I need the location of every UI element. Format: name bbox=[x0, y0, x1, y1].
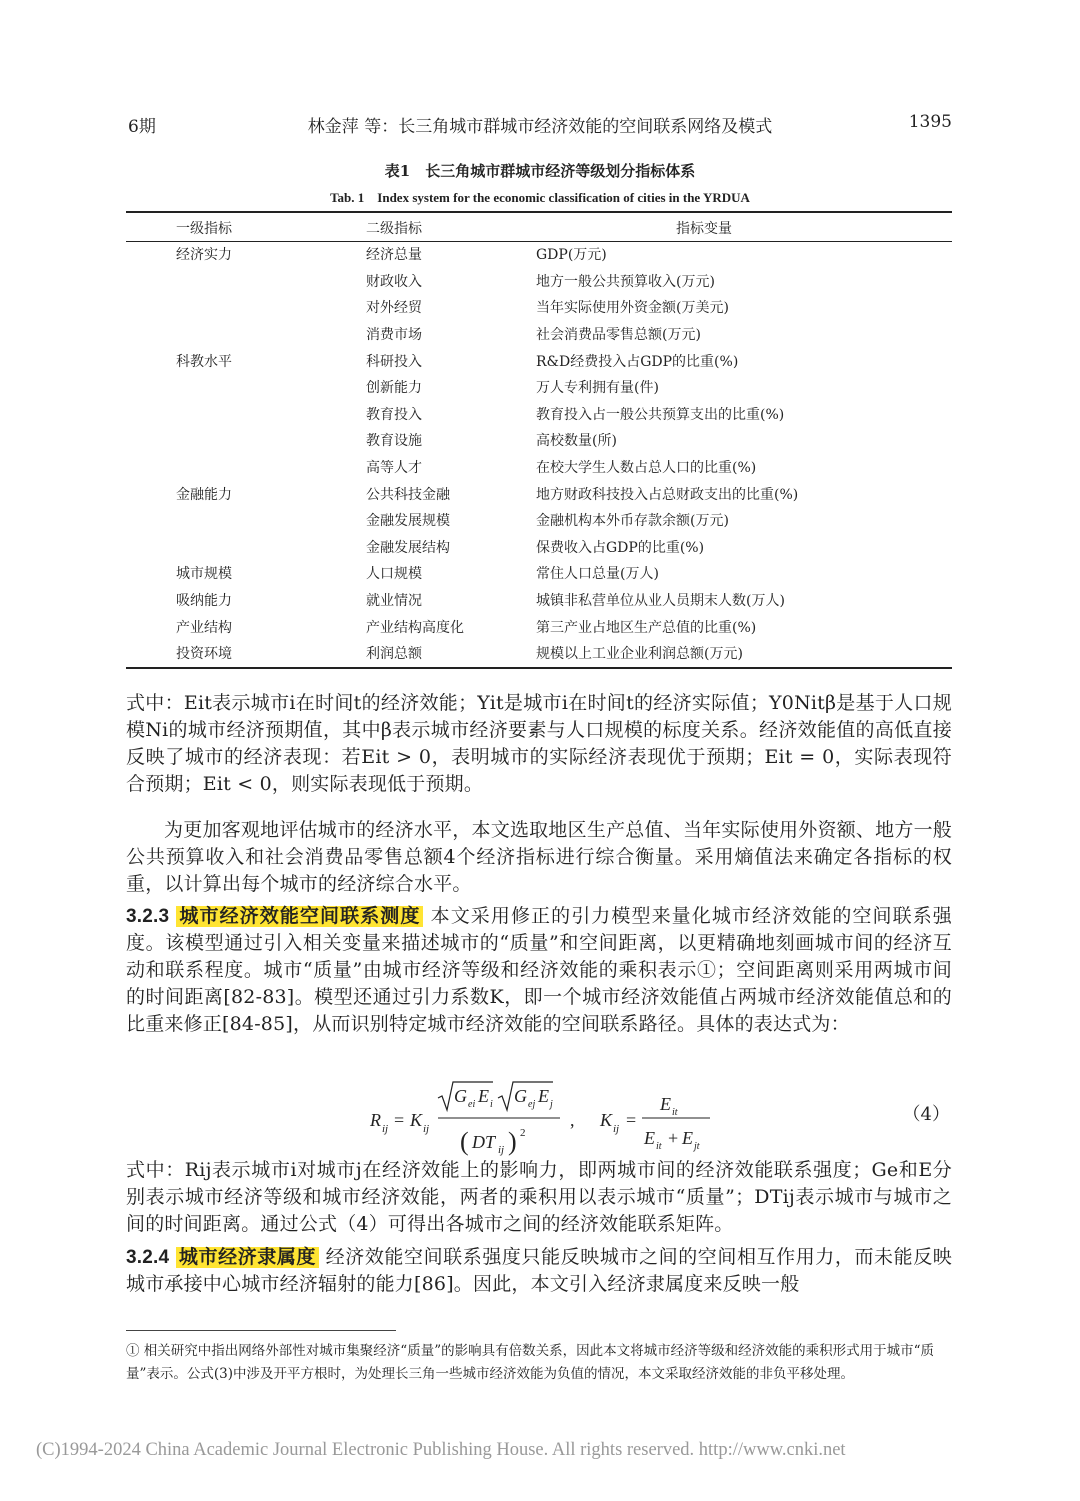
paragraph-text: 式中：Eit表示城市i在时间t的经济效能；Yit是城市i在时间t的经济实际值；Y0Nitβ是基于人口规模Ni的城市经济预期值，其中β表示城市经济要素与人口规模的标度关系。经济效能值的高低直接反映了城市的经济表现：若Eit > 0，表明城市的实际经济表现优于预期；Eit = 0，实际表现符合预期；Eit < 0，则实际表现低于预期。 bbox=[126, 692, 952, 795]
table-cell: R&D经费投入占GDP的比重(%) bbox=[536, 353, 739, 370]
table-body bbox=[126, 241, 952, 667]
svg-text:K: K bbox=[410, 1110, 423, 1130]
table-cell: 经济总量 bbox=[366, 247, 422, 264]
equation-number: （4） bbox=[902, 1104, 950, 1125]
table-cell: 教育投入占一般公共预算支出的比重(%) bbox=[536, 406, 785, 423]
table-row bbox=[126, 560, 952, 587]
copyright-notice: (C)1994-2024 China Academic Journal Electronic Publishing House. All rights reserved. http://www.cnki.net bbox=[36, 1440, 846, 1460]
svg-text:2: 2 bbox=[520, 1127, 526, 1139]
table-row bbox=[126, 640, 952, 667]
running-title: 林金萍 等：长三角城市群城市经济效能的空间联系网络及模式 bbox=[307, 117, 773, 137]
table-cell: 消费市场 bbox=[366, 327, 422, 344]
table-cell: 地方财政科技投入占总财政支出的比重(%) bbox=[536, 486, 799, 503]
table-cell: 高校数量(所) bbox=[536, 433, 617, 450]
svg-text:DT: DT bbox=[472, 1132, 496, 1152]
table-cell: 产业结构 bbox=[176, 619, 232, 636]
svg-text:E: E bbox=[644, 1128, 655, 1148]
table-row bbox=[126, 374, 952, 401]
table-row bbox=[126, 294, 952, 321]
table-row bbox=[126, 401, 952, 428]
table-row bbox=[126, 587, 952, 614]
table-cell: 金融发展规模 bbox=[366, 513, 450, 530]
column-header: 一级指标 bbox=[176, 221, 232, 237]
table-cell: 对外经贸 bbox=[366, 300, 422, 317]
table-cell: 金融机构本外币存款余额(万元) bbox=[536, 513, 729, 530]
section-number: 3.2.3 bbox=[126, 906, 170, 927]
table-cell: 常住人口总量(万人) bbox=[536, 566, 659, 583]
svg-text:=: = bbox=[626, 1110, 637, 1130]
table-cell bbox=[126, 507, 366, 534]
svg-text:ei: ei bbox=[468, 1099, 476, 1110]
table-cell bbox=[126, 454, 366, 481]
svg-text:R: R bbox=[370, 1110, 381, 1130]
svg-text:E: E bbox=[538, 1086, 549, 1106]
table-row bbox=[126, 268, 952, 295]
table-cell: 金融能力 bbox=[176, 486, 232, 503]
section-3-2-3 bbox=[126, 903, 952, 1038]
svg-text:it: it bbox=[672, 1107, 678, 1118]
table-bottom-rule bbox=[126, 667, 952, 669]
table-cell bbox=[126, 534, 366, 561]
table-cell: 就业情况 bbox=[366, 593, 422, 610]
section-3-2-4 bbox=[126, 1244, 952, 1298]
svg-text:jt: jt bbox=[694, 1141, 700, 1152]
footnote-rule bbox=[126, 1330, 396, 1331]
svg-text:E: E bbox=[478, 1086, 489, 1106]
table-cell: 规模以上工业企业利润总额(万元) bbox=[536, 646, 743, 663]
table-cell: 经济实力 bbox=[176, 247, 232, 264]
svg-text:,: , bbox=[570, 1110, 575, 1130]
table-row bbox=[126, 427, 952, 454]
table-cell: 人口规模 bbox=[366, 566, 422, 583]
svg-text:j: j bbox=[550, 1099, 553, 1110]
table-cell: 高等人才 bbox=[366, 460, 422, 477]
footnote: ① 相关研究中指出网络外部性对城市集聚经济“质量”的影响具有倍数关系，因此本文将城市经济等级和经济效能的乘积形式用于城市“质量”表示。公式(3)中涉及开平方根时，为处理长三角一些城市经济效能为负值的情况，本文采取经济效能的非负平移处理。 bbox=[126, 1343, 934, 1382]
table-cell: GDP(万元) bbox=[536, 247, 607, 264]
svg-text:(: ( bbox=[460, 1127, 469, 1156]
table-header-row bbox=[126, 215, 952, 241]
section-title: 城市经济效能空间联系测度 bbox=[176, 906, 423, 927]
svg-text:=: = bbox=[394, 1110, 405, 1130]
table-row bbox=[126, 613, 952, 640]
svg-text:ej: ej bbox=[528, 1099, 536, 1110]
table-cell: 教育投入 bbox=[366, 406, 422, 423]
column-header: 二级指标 bbox=[366, 221, 422, 237]
table-cell: 利润总额 bbox=[366, 646, 422, 663]
table-cell: 创新能力 bbox=[366, 380, 422, 397]
table-cell: 城镇非私营单位从业人员期末人数(万人) bbox=[536, 593, 785, 610]
column-header: 指标变量 bbox=[676, 221, 732, 237]
paragraph-variable-definitions bbox=[126, 690, 952, 798]
svg-text:ij: ij bbox=[423, 1123, 430, 1135]
table-top-rule bbox=[126, 211, 952, 213]
table-cell: 科研投入 bbox=[366, 353, 422, 370]
table-row bbox=[126, 454, 952, 481]
table-row bbox=[126, 241, 952, 268]
table-row bbox=[126, 507, 952, 534]
table-cell: 金融发展结构 bbox=[366, 539, 450, 556]
table-cell: 产业结构高度化 bbox=[366, 619, 464, 636]
table-cell: 吸纳能力 bbox=[176, 593, 232, 610]
paragraph-text: 式中：Rij表示城市i对城市j在经济效能上的影响力，即两城市间的经济效能联系强度；Ge和E分别表示城市经济等级和城市经济效能，两者的乘积用以表示城市“质量”；DTij表示城市与城市之间的时间距离。通过公式（4）可得出各城市之间的经济效能联系矩阵。 bbox=[126, 1159, 952, 1235]
table-row bbox=[126, 534, 952, 561]
svg-text:E: E bbox=[682, 1128, 693, 1148]
svg-text:): ) bbox=[508, 1127, 517, 1156]
table-cell: 财政收入 bbox=[366, 273, 422, 290]
table-cell: 当年实际使用外资金额(万美元) bbox=[536, 300, 729, 317]
table-cell: 公共科技金融 bbox=[366, 486, 450, 503]
svg-text:it: it bbox=[656, 1141, 662, 1152]
table-cell: 城市规模 bbox=[176, 566, 232, 583]
section-number: 3.2.4 bbox=[126, 1247, 170, 1268]
table-cell bbox=[126, 374, 366, 401]
table-cell bbox=[126, 427, 366, 454]
table-cell: 教育设施 bbox=[366, 433, 422, 450]
table-row bbox=[126, 480, 952, 507]
table-cell: 万人专利拥有量(件) bbox=[536, 380, 659, 397]
table-cell bbox=[126, 294, 366, 321]
table-cell bbox=[126, 401, 366, 428]
section-title: 城市经济隶属度 bbox=[176, 1247, 319, 1268]
table-row bbox=[126, 347, 952, 374]
table-cell: 第三产业占地区生产总值的比重(%) bbox=[536, 619, 757, 636]
svg-text:E: E bbox=[660, 1094, 671, 1114]
svg-text:ij: ij bbox=[498, 1144, 505, 1156]
paragraph-formula-explanation bbox=[126, 1157, 952, 1238]
page-number: 1395 bbox=[908, 112, 952, 132]
gravity-model-formula bbox=[360, 1080, 780, 1160]
table-cell bbox=[126, 321, 366, 348]
table-cell: 保费收入占GDP的比重(%) bbox=[536, 539, 705, 556]
table-caption-en: Tab. 1 Index system for the economic classification of cities in the YRDUA bbox=[330, 190, 750, 205]
paragraph-entropy-method bbox=[126, 817, 952, 898]
section-text: 本文采用修正的引力模型来量化城市经济效能的空间联系强度。该模型通过引入相关变量来描述城市的“质量”和空间距离，以更精确地刻画城市间的经济互动和联系程度。城市“质量”由城市经济等级和经济效能的乘积表示①；空间距离则采用两城市间的时间距离[82-83]。模型还通过引力系数K，即一个城市经济效能值占两城市经济效能值总和的比重来修正[84-85]，从而识别特定城市经济效能的空间联系路径。具体的表达式为： bbox=[126, 905, 953, 1035]
issue-number: 6期 bbox=[128, 117, 156, 137]
svg-text:+: + bbox=[668, 1128, 679, 1148]
table-cell bbox=[126, 268, 366, 295]
paragraph-text: 为更加客观地评估城市的经济水平，本文选取地区生产总值、当年实际使用外资额、地方一般公共预算收入和社会消费品零售总额4个经济指标进行综合衡量。采用熵值法来确定各指标的权重，以计算出每个城市的经济综合水平。 bbox=[126, 819, 952, 895]
table-caption-cn: 表1 长三角城市群城市经济等级划分指标体系 bbox=[384, 162, 696, 180]
table-cell: 地方一般公共预算收入(万元) bbox=[536, 273, 715, 290]
table-cell: 在校大学生人数占总人口的比重(%) bbox=[536, 460, 757, 477]
svg-text:G: G bbox=[454, 1086, 467, 1106]
svg-text:K: K bbox=[600, 1110, 613, 1130]
table-cell: 社会消费品零售总额(万元) bbox=[536, 327, 701, 344]
svg-text:ij: ij bbox=[613, 1123, 620, 1135]
svg-text:ij: ij bbox=[382, 1123, 389, 1135]
table-row bbox=[126, 321, 952, 348]
table-cell: 科教水平 bbox=[176, 353, 232, 370]
table-cell: 投资环境 bbox=[176, 646, 232, 663]
section-text: 经济效能空间联系强度只能反映城市之间的空间相互作用力，而未能反映城市承接中心城市经济辐射的能力[86]。因此，本文引入经济隶属度来反映一般 bbox=[126, 1246, 953, 1295]
index-system-table bbox=[126, 215, 952, 667]
svg-text:i: i bbox=[490, 1099, 493, 1110]
svg-text:G: G bbox=[514, 1086, 527, 1106]
